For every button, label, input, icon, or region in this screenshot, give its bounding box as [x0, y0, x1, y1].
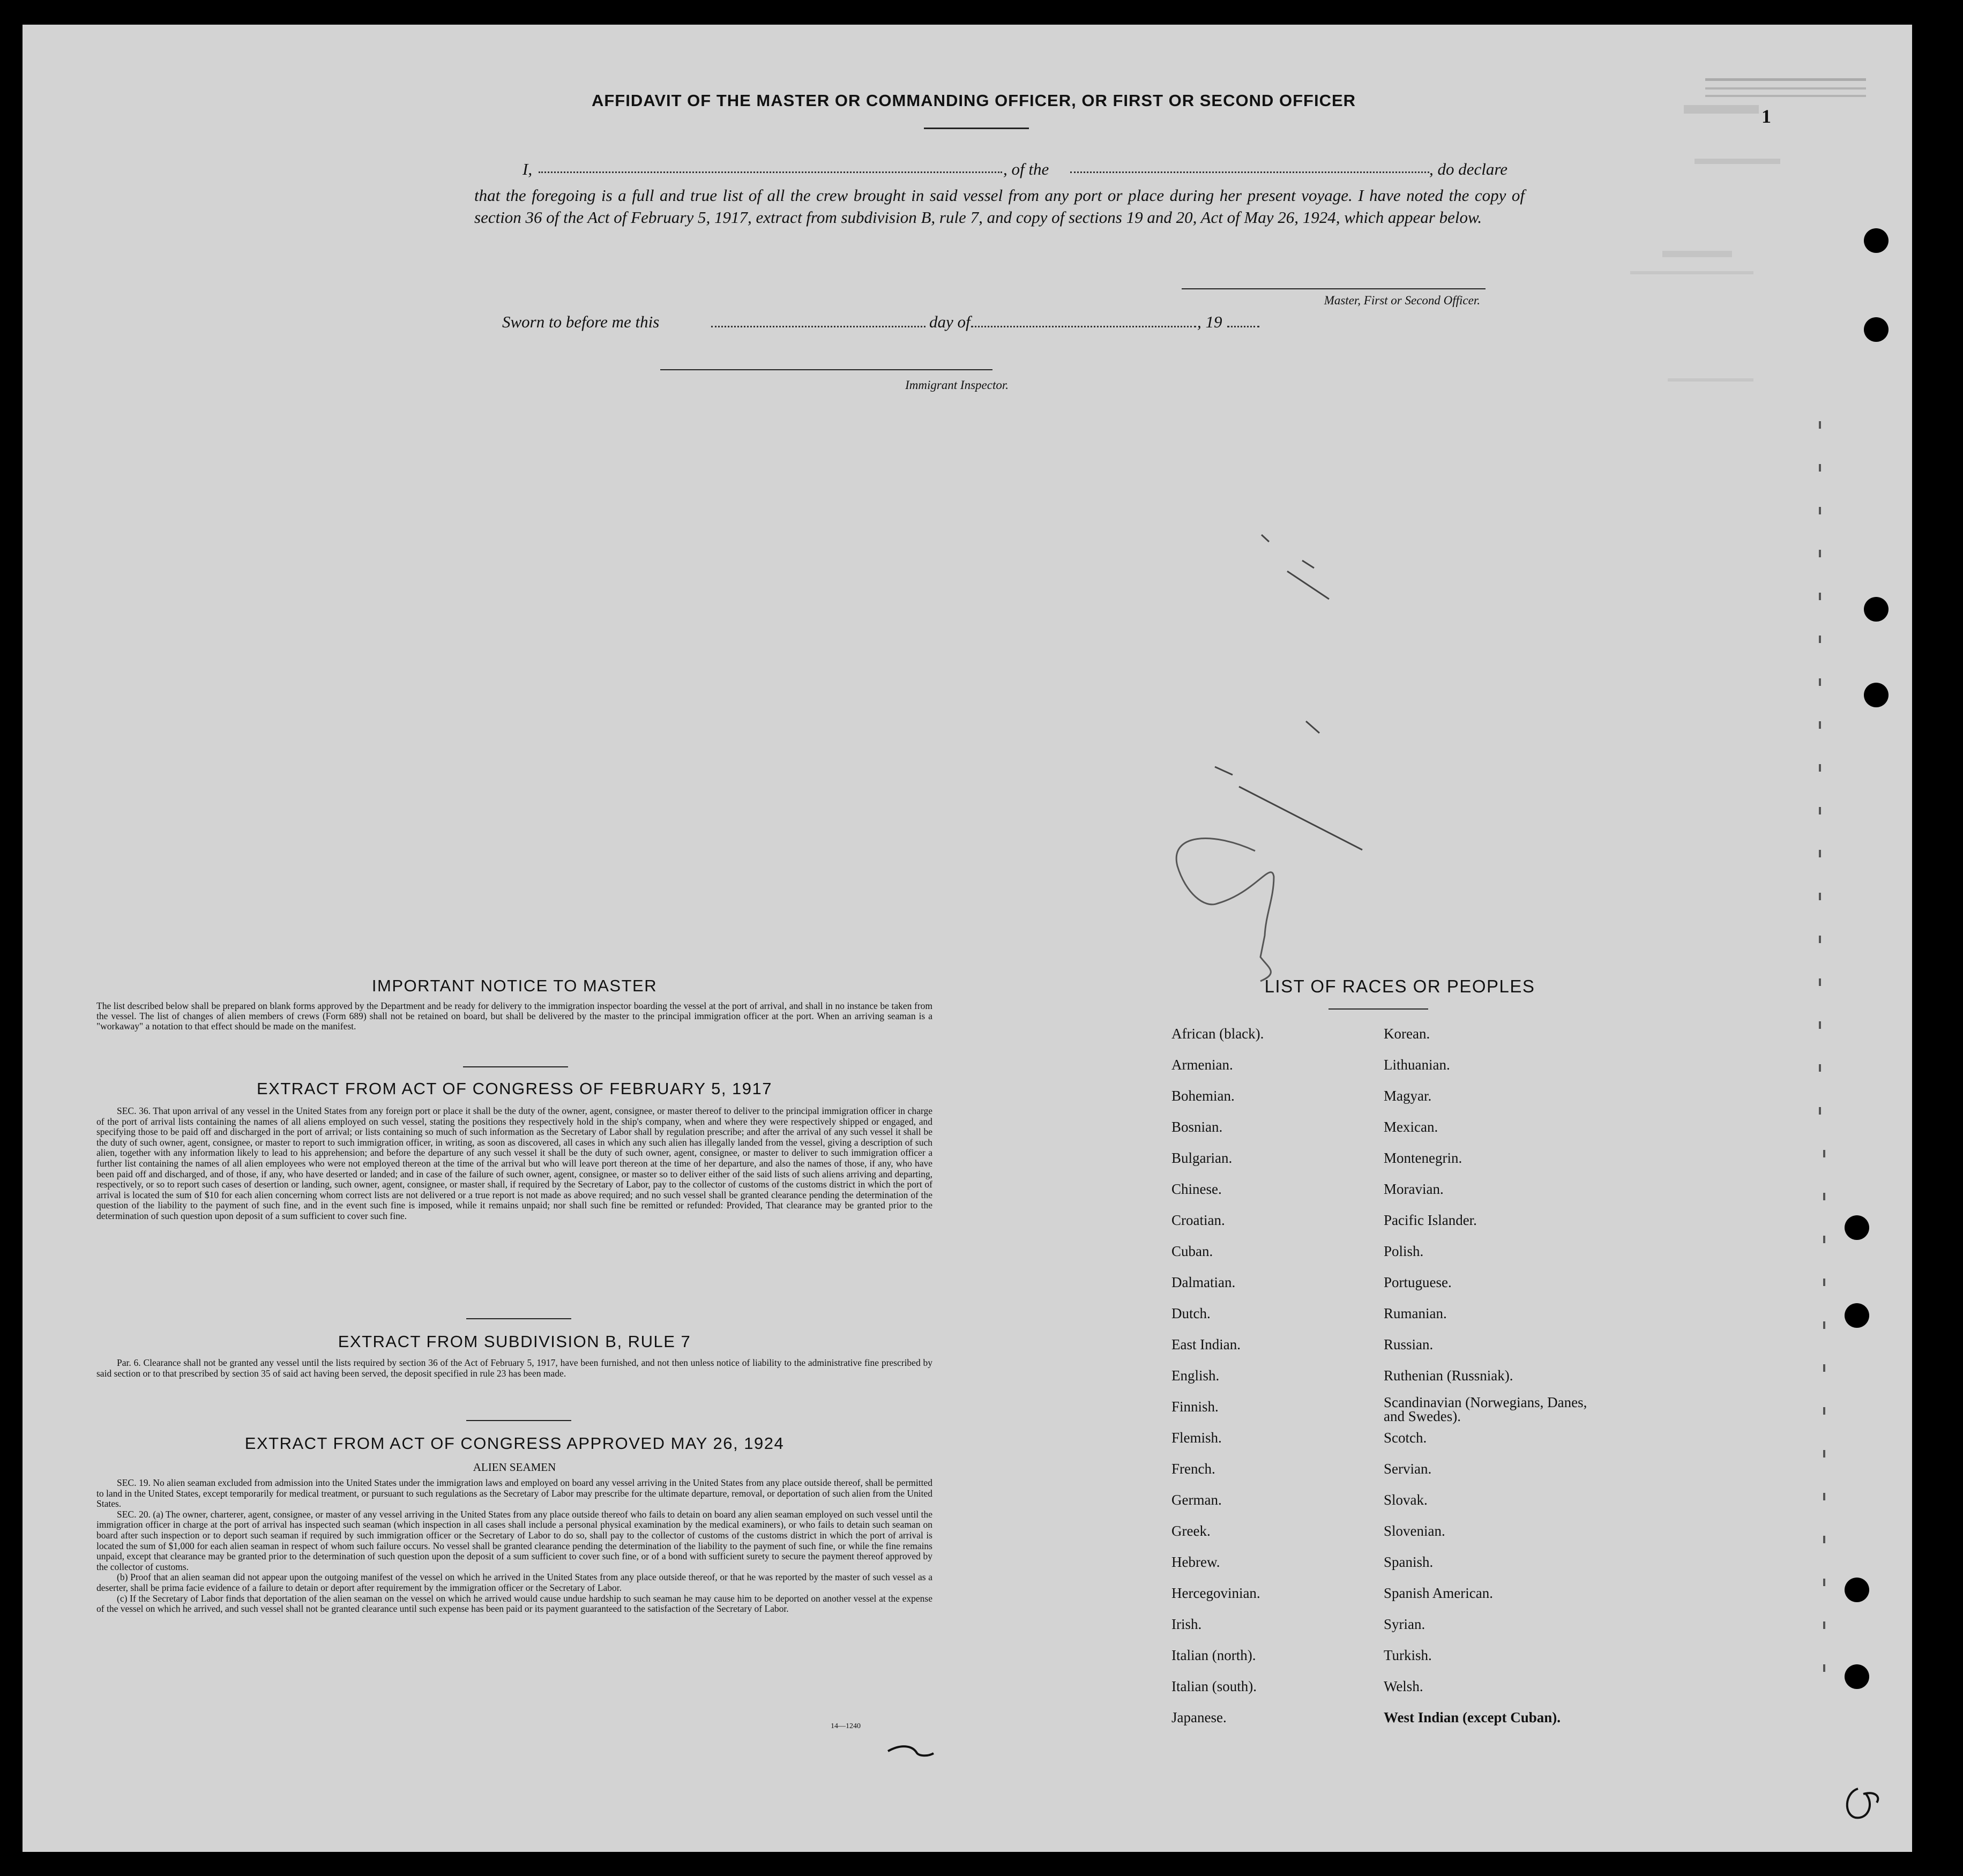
edge-tick	[1819, 421, 1821, 429]
binder-hole	[1845, 1578, 1869, 1602]
edge-tick	[1819, 1064, 1821, 1072]
race-item: Montenegrin.	[1384, 1150, 1462, 1166]
binder-hole	[1864, 597, 1889, 622]
corner-mark: 1	[1762, 106, 1771, 127]
race-item: Slovenian.	[1384, 1523, 1445, 1539]
race-item: Hercegovinian.	[1171, 1585, 1260, 1601]
edge-tick	[1823, 1236, 1825, 1243]
section-19: SEC. 19. No alien seaman excluded from admission into the United States under the immigration laws and employed on board any vessel arriving in the United States from any place outside thereof, shall be permitted to land in the United States, except temporarily for medical treatment, or pursuant to such regulations as the Secretary of Labor may prescribe for the ultimate departure, removal, or deportation of such alien from the United States.	[96, 1477, 932, 1509]
race-item: East Indian.	[1171, 1336, 1241, 1352]
binder-hole	[1864, 317, 1889, 342]
edge-tick	[1819, 893, 1821, 900]
race-item: Syrian.	[1384, 1616, 1425, 1632]
edge-tick	[1819, 850, 1821, 857]
edge-tick	[1819, 593, 1821, 600]
edge-tick	[1823, 1407, 1825, 1415]
race-item: Welsh.	[1384, 1678, 1423, 1694]
document-page	[23, 25, 1912, 1852]
race-item: Slovak.	[1384, 1492, 1428, 1508]
race-item: Portuguese.	[1384, 1274, 1452, 1290]
race-item: French.	[1171, 1461, 1215, 1477]
race-item: West Indian (except Cuban).	[1384, 1709, 1561, 1725]
race-item: Greek.	[1171, 1523, 1211, 1539]
signature-caption: Master, First or Second Officer.	[1324, 294, 1480, 307]
subdivision-title: EXTRACT FROM SUBDIVISION B, RULE 7	[338, 1332, 691, 1351]
edge-tick	[1819, 507, 1821, 514]
edge-tick	[1819, 721, 1821, 729]
race-item: Spanish.	[1384, 1554, 1434, 1570]
race-item: Pacific Islander.	[1384, 1212, 1477, 1228]
edge-tick	[1819, 807, 1821, 814]
do-declare-label: , do declare	[1429, 160, 1508, 178]
edge-tick	[1819, 978, 1821, 986]
edge-tick	[1823, 1321, 1825, 1329]
edge-tick	[1823, 1621, 1825, 1629]
edge-tick	[1823, 1579, 1825, 1586]
race-item: Korean.	[1384, 1026, 1430, 1042]
edge-tick	[1819, 936, 1821, 943]
edge-tick	[1819, 464, 1821, 472]
race-item: Mexican.	[1384, 1119, 1438, 1135]
edge-tick	[1823, 1493, 1825, 1500]
race-item: Flemish.	[1171, 1430, 1222, 1446]
race-item: Bulgarian.	[1171, 1150, 1233, 1166]
race-item: English.	[1171, 1367, 1220, 1384]
section-20a: SEC. 20. (a) The owner, charterer, agent, consignee, or master of any vessel arriving in the United States from any place outside thereof who fails to detain on board any alien seaman employed on such vessel until the immigration officer in charge at the port of arrival has inspected such seaman (which inspection in all cases shall include a personal physical examination by the medical examiners), or who fails to detain such seaman on board after such inspection or to deport such seaman if required by such immigration officer or the Secretary of Labor to do so, shall pay to the collector of customs of the customs district in which the port of arrival is located the sum of $1,000 for each alien seaman in respect of whom such failure occurs. No vessel shall be granted clearance pending the determination of the liability to the payment of such fine, or while the fine remains unpaid, except that clearance may be granted prior to the determination of such question upon the deposit of a sum sufficient to cover such fine, or of a bond with sufficient surety to secure the payment thereof approved by the collector of customs.	[96, 1508, 932, 1572]
edge-tick	[1819, 550, 1821, 557]
edge-tick	[1823, 1536, 1825, 1543]
race-item: Polish.	[1384, 1243, 1424, 1259]
binder-hole	[1845, 1664, 1869, 1689]
subdivision-text: Par. 6. Clearance shall not be granted any vessel until the lists required by section 36 of the Act of February 5, 1917, have been furnished, and not then unless notice of liability to the administrative fine prescribed by said section or to that prescribed by section 35 of said act having been served, the deposit specified in rule 23 has been made.	[96, 1357, 932, 1379]
race-item: Dalmatian.	[1171, 1274, 1236, 1290]
day-of-label: day of	[929, 312, 971, 331]
declarant-label: I,	[523, 160, 533, 178]
race-item: Rumanian.	[1384, 1305, 1447, 1321]
edge-tick	[1823, 1150, 1825, 1157]
edge-tick	[1819, 1021, 1821, 1029]
affidavit-title: AFFIDAVIT OF THE MASTER OR COMMANDING OFFICER, OR FIRST OR SECOND OFFICER	[591, 91, 1356, 110]
notice-text: The list described below shall be prepared on blank forms approved by the Department and be ready for delivery to the immigration inspector boarding the vessel at the port of arrival, and shall in no instance be taken from the vessel. The list of changes of alien members of crews (Form 689) shall not be retained on board, but shall be delivered by the master to the principal immigration officer at the port. When an arriving seaman is a "workaway" a notation to that effect should be made on the manifest.	[96, 1000, 932, 1032]
race-item: Ruthenian (Russniak).	[1384, 1367, 1513, 1384]
race-item: Spanish American.	[1384, 1585, 1493, 1601]
race-item: Russian.	[1384, 1336, 1434, 1352]
of-the-label: , of the	[1003, 160, 1049, 178]
binder-hole	[1864, 228, 1889, 253]
race-item: Irish.	[1171, 1616, 1202, 1632]
race-item: Moravian.	[1384, 1181, 1444, 1197]
notice-title: IMPORTANT NOTICE TO MASTER	[371, 976, 658, 995]
edge-tick	[1819, 678, 1821, 686]
edge-tick	[1823, 1664, 1825, 1672]
edge-tick	[1823, 1193, 1825, 1200]
race-item: Dutch.	[1171, 1305, 1211, 1321]
pencil-marks	[23, 25, 1912, 1852]
form-number: 14—1240	[831, 1722, 861, 1730]
race-item: Servian.	[1384, 1461, 1432, 1477]
binder-hole	[1845, 1303, 1869, 1328]
year-label: , 19	[1197, 312, 1222, 331]
race-item: Chinese.	[1171, 1181, 1222, 1197]
race-item: African (black).	[1171, 1026, 1264, 1042]
edge-tick	[1823, 1279, 1825, 1286]
inspector-caption: Immigrant Inspector.	[905, 378, 1009, 392]
race-item: Bohemian.	[1171, 1088, 1235, 1104]
race-item: German.	[1171, 1492, 1222, 1508]
races-title: LIST OF RACES OR PEOPLES	[1264, 976, 1535, 996]
race-item: Bosnian.	[1171, 1119, 1223, 1135]
race-item: Scandinavian (Norwegians, Danes, and Swedes).	[1384, 1394, 1587, 1424]
sworn-label: Sworn to before me this	[502, 312, 660, 331]
race-item: Finnish.	[1171, 1399, 1219, 1415]
race-item: Armenian.	[1171, 1057, 1233, 1073]
race-item: Hebrew.	[1171, 1554, 1220, 1570]
binder-hole	[1845, 1215, 1869, 1240]
race-item: Cuban.	[1171, 1243, 1213, 1259]
section-20c: (c) If the Secretary of Labor finds that deportation of the alien seaman on the vessel on which he arrived would cause undue hardship to such seaman he may cause him to be deported on another vessel at the expense of the vessel on which he arrived, and such vessel shall not be granted clearance until such expense has been paid or its payment guaranteed to the satisfaction of the Secretary of Labor.	[96, 1593, 932, 1615]
edge-tick	[1823, 1364, 1825, 1372]
race-item: Magyar.	[1384, 1088, 1432, 1104]
affidavit-body: that the foregoing is a full and true list of all the crew brought in said vessel from any port or place during her present voyage. I have noted the copy of section 36 of the Act of February 5, 1917, extract from subdivision B, rule 7, and copy of sections 19 and 20, Act of May 26, 1924, which appear below.	[474, 186, 1525, 227]
race-item: Lithuanian.	[1384, 1057, 1450, 1073]
race-item: Italian (north).	[1171, 1647, 1256, 1663]
edge-tick	[1819, 764, 1821, 772]
edge-tick	[1819, 1107, 1821, 1115]
race-item: Japanese.	[1171, 1709, 1227, 1725]
section-20b: (b) Proof that an alien seaman did not appear upon the outgoing manifest of the vessel on which he arrived in the United States from any place outside thereof, or that he was reported by the master of such vessel as a deserter, shall be prima facie evidence of a failure to detain or deport after requirement by the immigration officer or the Secretary of Labor.	[96, 1572, 932, 1593]
edge-tick	[1823, 1450, 1825, 1458]
race-item: Croatian.	[1171, 1212, 1225, 1228]
race-item: Scotch.	[1384, 1430, 1427, 1446]
extract-1917-title: EXTRACT FROM ACT OF CONGRESS OF FEBRUARY 5, 1917	[256, 1079, 773, 1098]
extract-1917-text: SEC. 36. That upon arrival of any vessel in the United States from any foreign port or place it shall be the duty of the owner, agent, consignee, or master thereof to deliver to the principal immigration officer in charge of the port of arrival lists containing the names of all aliens employed on such vessel, stating the positions they respectively hold in the ship's company, when and where they were respectively shipped or engaged, and specifying those to be paid off and discharged in the port of arrival; or lists containing so much of such information as the Secretary of Labor shall by regulation prescribe; and after the arrival of any such vessel it shall be the duty of such owner, agent, consignee, or master to report to such immigration officer, in writing, as soon as discovered, all cases in which any such alien has illegally landed from the vessel, giving a description of such alien, together with any information likely to lead to his apprehension; and before the departure of any such vessel it shall be the duty of such owner, agent, consignee, or master to deliver to such immigration officer a further list containing the names of all alien employees who were not employed thereon at the time of the arrival but who will leave port thereon at the time of her departure, and also the names of those, if any, who have been paid off and discharged, and of those, if any, who have deserted or landed; and in case of the failure of such owner, agent, consignee, or master so to deliver either of the said lists of such aliens arriving and departing, respectively, or so to report such cases of desertion or landing, such owner, agent, consignee, or master shall, if required by the Secretary of Labor, pay to the collector of customs of the customs district in which the port of arrival is located the sum of $10 for each alien concerning whom correct lists are not delivered or a true report is not made as above required; and no such vessel shall be granted clearance pending the determination of the question of the liability to the payment of such fine, and in the event such fine is imposed, while it remains unpaid; nor shall such fine be remitted or refunded: Provided, That clearance may be granted prior to the determination of such question upon deposit of a sum sufficient to cover such fine.	[96, 1105, 932, 1221]
edge-tick	[1819, 636, 1821, 643]
race-item: Italian (south).	[1171, 1678, 1257, 1694]
binder-hole	[1864, 683, 1889, 707]
alien-seamen-subtitle: ALIEN SEAMEN	[473, 1461, 556, 1474]
extract-1924-title: EXTRACT FROM ACT OF CONGRESS APPROVED MAY 26, 1924	[244, 1434, 785, 1453]
race-item: Turkish.	[1384, 1647, 1432, 1663]
